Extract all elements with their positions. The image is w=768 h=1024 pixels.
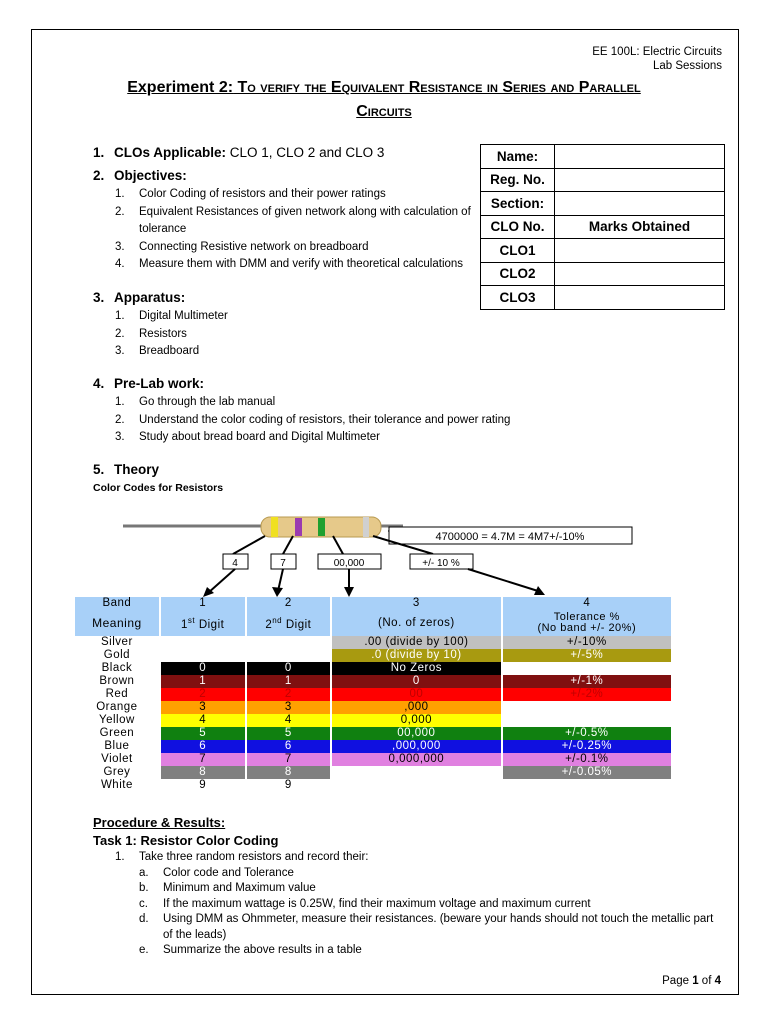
digit1-cell: 8	[161, 766, 245, 779]
arrow-band4-b	[468, 569, 538, 591]
info-row	[481, 262, 725, 286]
prelab-list	[115, 394, 510, 447]
apparatus-item: 1. Digital Multimeter	[115, 310, 228, 322]
tolerance-cell: +/-5%	[503, 649, 671, 662]
color-row-gold	[75, 649, 671, 662]
color-name-cell: Grey	[103, 766, 131, 778]
step-1-subitem: b. Minimum and Maximum value	[139, 882, 316, 894]
color-row-green	[75, 727, 671, 740]
color-row-violet	[75, 753, 671, 766]
digit1-cell	[161, 649, 245, 662]
digit1-cell: 1	[161, 675, 245, 688]
tolerance-cell	[503, 701, 671, 714]
resistor-diagram	[73, 509, 673, 599]
digit2-cell: 9	[247, 779, 331, 792]
color-row-silver	[75, 636, 671, 649]
band-header-cell: 1	[161, 597, 245, 610]
multiplier-cell	[332, 779, 500, 792]
digit1-cell: 7	[161, 753, 245, 766]
multiplier-cell: 00,000	[332, 727, 500, 740]
objectives-item: 3. Connecting Resistive network on breadboard	[115, 240, 369, 253]
info-row	[481, 286, 725, 310]
running-header	[592, 45, 722, 73]
resistor-color-code-figure	[73, 509, 673, 816]
multiplier-cell: ,000	[332, 701, 500, 714]
resistor-band-green	[318, 518, 325, 536]
tolerance-cell: +/-0.1%	[503, 753, 671, 766]
color-row-yellow	[75, 714, 671, 727]
multiplier-cell: .0 (divide by 10)	[332, 649, 500, 662]
color-row-blue	[75, 740, 671, 753]
color-name-cell: Brown	[99, 675, 135, 687]
step-1: 1. Take three random resistors and record their:	[115, 851, 369, 863]
section-clos: 1. CLOs Applicable: CLO 1, CLO 2 and CLO 3	[93, 145, 385, 160]
tolerance-cell: +/-2%	[503, 688, 671, 701]
resistor-band-silver	[363, 517, 369, 537]
section-theory: 5. Theory	[93, 462, 160, 477]
apparatus-item: 2. Resistors	[115, 327, 187, 340]
tolerance-cell: +/-0.05%	[503, 766, 671, 779]
color-name-cell: Red	[105, 688, 129, 700]
multiplier-cell: .00 (divide by 100)	[332, 636, 500, 649]
digit1-cell: 5	[161, 727, 245, 740]
tolerance-cell: +/-0.5%	[503, 727, 671, 740]
title-line2: Circuits	[356, 103, 412, 120]
color-row-brown	[75, 675, 671, 688]
tolerance-cell: +/-0.25%	[503, 740, 671, 753]
digit2-cell: 6	[247, 740, 331, 753]
procedure-section	[93, 815, 278, 848]
digit2-cell: 4	[247, 714, 331, 727]
title-line1: To verify the Equivalent Resistance in Series and Parallel	[237, 79, 641, 96]
page-footer: Page 1 of 4	[662, 975, 721, 987]
objectives-item: 4. Measure them with DMM and verify with theoretical calculations	[115, 258, 464, 270]
prelab-item: 2. Understand the color coding of resistors, their tolerance and power rating	[115, 413, 511, 426]
info-value	[555, 286, 725, 310]
objectives-item: 2. Equivalent Resistances of given network along with calculation of tolerance	[115, 205, 471, 235]
theory-subheading: Color Codes for Resistors	[93, 482, 224, 494]
tolerance-cell	[503, 779, 671, 792]
multiplier-cell: 0,000,000	[332, 753, 500, 766]
color-name-cell: White	[100, 779, 133, 791]
info-label: CLO3	[481, 286, 555, 310]
arrow-band1-b	[208, 569, 235, 593]
resistor-band-yellow	[271, 517, 278, 537]
band-header-row	[75, 597, 671, 610]
info-label: Name:	[481, 145, 555, 169]
info-value	[555, 262, 725, 286]
digit1-header-cell: 1st Digit	[161, 610, 245, 636]
color-name-cell: Blue	[104, 740, 130, 752]
page-title	[60, 76, 708, 124]
step-1-subitem: a. Color code and Tolerance	[139, 866, 294, 879]
multiplier-cell: ,000,000	[332, 740, 500, 753]
section-objectives: 2. Objectives:	[93, 168, 187, 183]
band-header-cell: 4	[503, 597, 671, 610]
info-value	[555, 192, 725, 216]
apparatus-item: 3. Breadboard	[115, 345, 200, 357]
color-name-cell: Violet	[101, 753, 133, 765]
tolerance-cell	[503, 714, 671, 727]
info-value	[555, 239, 725, 263]
clos-value: CLO 1, CLO 2 and CLO 3	[229, 145, 385, 160]
band-header-cell: 3	[332, 597, 500, 610]
info-label: Reg. No.	[481, 168, 555, 192]
color-code-table	[73, 597, 673, 792]
info-value	[555, 145, 725, 169]
digit1-cell: 9	[161, 779, 245, 792]
digit2-cell: 7	[247, 753, 331, 766]
info-row	[481, 145, 725, 169]
zeros-box-text: 00,000	[333, 558, 365, 569]
multiplier-cell	[332, 766, 500, 779]
info-row	[481, 168, 725, 192]
procedure-heading: Procedure & Results:	[93, 815, 226, 830]
arrowhead-3	[344, 587, 354, 597]
tolerance-header-cell: Tolerance % (No band +/- 20%)	[503, 610, 671, 636]
tolerance-cell: +/-1%	[503, 675, 671, 688]
digit1-cell: 2	[161, 688, 245, 701]
step-1-subitem: d. Using DMM as Ohmmeter, measure their resistances. (beware your hands should not touch the metallic part of the leads)	[139, 913, 714, 941]
digit-box-2-text: 7	[280, 558, 286, 569]
tolerance-box-text: +/- 10 %	[422, 558, 460, 569]
digit2-cell: 5	[247, 727, 331, 740]
info-value	[555, 168, 725, 192]
multiplier-cell: 00	[332, 688, 500, 701]
info-row	[481, 215, 725, 239]
color-name-cell: Gold	[103, 649, 131, 661]
section-prelab: 4. Pre-Lab work:	[93, 376, 205, 391]
digit1-cell: 4	[161, 714, 245, 727]
digit2-cell: 3	[247, 701, 331, 714]
info-label: Section:	[481, 192, 555, 216]
meaning-header-row	[75, 610, 671, 636]
meaning-header-cell: Meaning	[75, 610, 159, 636]
student-info-table	[480, 144, 725, 310]
color-row-grey	[75, 766, 671, 779]
page-total: 4	[714, 975, 721, 987]
color-name-cell: Yellow	[98, 714, 135, 726]
color-name-cell: Green	[99, 727, 135, 739]
clos-label: CLOs Applicable:	[114, 145, 227, 160]
step-1-subitem: e. Summarize the above results in a table	[139, 944, 362, 956]
multiplier-cell: 0,000	[332, 714, 500, 727]
task1-steps	[115, 850, 725, 959]
arrowhead-2	[272, 587, 283, 597]
color-name-cell: Orange	[96, 701, 138, 713]
digit2-cell	[247, 649, 331, 662]
digit2-cell	[247, 636, 331, 649]
arrow-band3-a	[333, 536, 343, 554]
task1-heading: Task 1: Resistor Color Coding	[93, 833, 279, 848]
color-row-orange	[75, 701, 671, 714]
title-prefix: Experiment 2:	[127, 79, 234, 96]
color-name-cell: Black	[101, 662, 133, 674]
info-value: Marks Obtained	[555, 215, 725, 239]
zeros-header-cell: (No. of zeros)	[332, 610, 500, 636]
arrow-band2-a	[283, 536, 293, 554]
color-row-white	[75, 779, 671, 792]
multiplier-cell: No Zeros	[332, 662, 500, 675]
header-sessions: Lab Sessions	[652, 60, 722, 72]
prelab-item: 1. Go through the lab manual	[115, 396, 276, 408]
digit2-cell: 0	[247, 662, 331, 675]
info-label: CLO No.	[481, 215, 555, 239]
digit2-header-cell: 2nd Digit	[247, 610, 331, 636]
multiplier-cell: 0	[332, 675, 500, 688]
formula-text: 4700000 = 4.7M = 4M7+/-10%	[435, 531, 585, 543]
digit2-cell: 1	[247, 675, 331, 688]
tolerance-cell: +/-10%	[503, 636, 671, 649]
objectives-list	[115, 186, 475, 274]
info-label: CLO2	[481, 262, 555, 286]
digit1-cell: 0	[161, 662, 245, 675]
info-row	[481, 192, 725, 216]
digit1-cell: 6	[161, 740, 245, 753]
resistor-band-violet	[295, 518, 302, 536]
arrow-band1-a	[233, 536, 265, 554]
step-1-subitem: c. If the maximum wattage is 0.25W, find their maximum voltage and maximum current	[139, 897, 591, 910]
prelab-item: 3. Study about bread board and Digital Multimeter	[115, 431, 381, 443]
tolerance-cell	[503, 662, 671, 675]
objectives-item: 1. Color Coding of resistors and their power ratings	[115, 188, 386, 200]
section-apparatus: 3. Apparatus:	[93, 290, 186, 305]
digit1-cell: 3	[161, 701, 245, 714]
digit1-cell	[161, 636, 245, 649]
digit2-cell: 8	[247, 766, 331, 779]
band-header-cell: 2	[247, 597, 331, 610]
color-row-red	[75, 688, 671, 701]
info-label: CLO1	[481, 239, 555, 263]
info-row	[481, 239, 725, 263]
page-number: 1	[692, 975, 699, 987]
digit-box-1-text: 4	[232, 558, 238, 569]
band-header-cell: Band	[75, 597, 159, 610]
apparatus-list	[115, 308, 228, 361]
digit2-cell: 2	[247, 688, 331, 701]
header-course: EE 100L: Electric Circuits	[592, 46, 722, 58]
color-name-cell: Silver	[101, 636, 133, 648]
color-row-black	[75, 662, 671, 675]
